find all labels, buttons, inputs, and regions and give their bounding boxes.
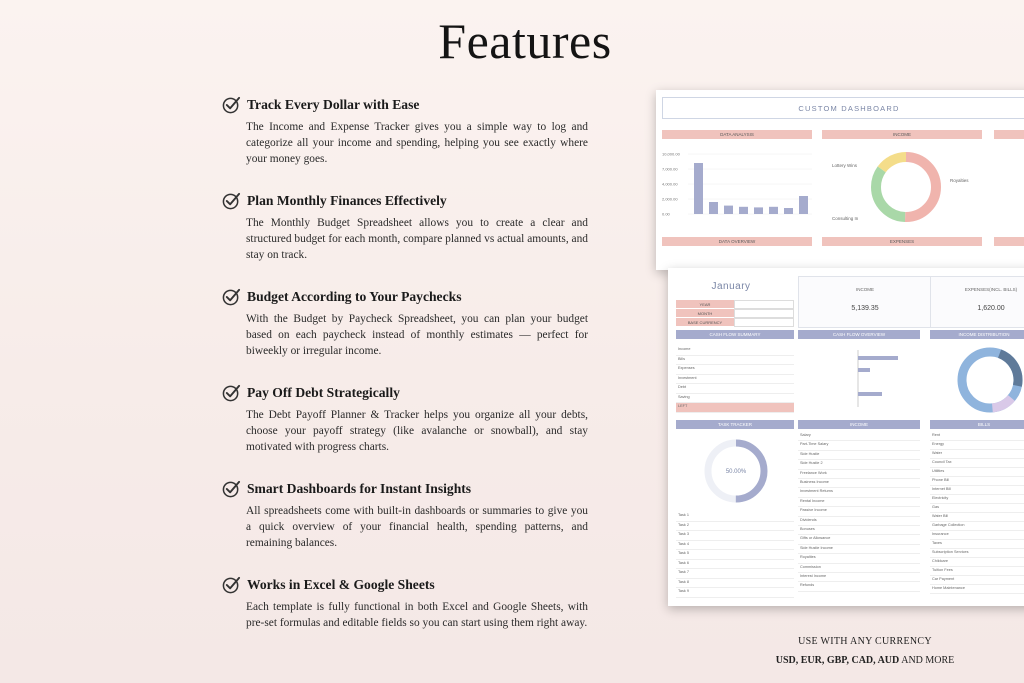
table-cell: Bonuses bbox=[800, 527, 815, 531]
table-row bbox=[798, 564, 920, 573]
check-circle-icon bbox=[222, 287, 241, 306]
table-row bbox=[930, 504, 1024, 513]
table-cell: Task 7 bbox=[678, 570, 689, 574]
task-progress-ring bbox=[696, 434, 776, 508]
check-circle-icon bbox=[222, 479, 241, 498]
feature-description: All spreadsheets come with built-in dashboards or summaries to give you a quick overview of your financial health, spending patterns, and remaining balances. bbox=[246, 505, 588, 550]
y-tick-label: 2,000.00 bbox=[662, 196, 678, 202]
currency-list bbox=[760, 655, 970, 666]
section-income: INCOME bbox=[822, 130, 982, 139]
table-row bbox=[676, 531, 794, 541]
table-cell: Task 1 bbox=[678, 513, 689, 517]
table-cell: Subscription Services bbox=[932, 550, 969, 554]
table-row bbox=[798, 432, 920, 441]
feature-title: Budget According to Your Paychecks bbox=[247, 288, 462, 304]
settings-field[interactable] bbox=[676, 309, 794, 317]
table-row bbox=[930, 540, 1024, 549]
table-row bbox=[798, 554, 920, 563]
feature-title: Track Every Dollar with Ease bbox=[247, 96, 420, 112]
table-row bbox=[676, 541, 794, 551]
donut-label-royalties: Royalties bbox=[950, 178, 969, 183]
table-cell: Council Tax bbox=[932, 460, 952, 464]
table-row bbox=[798, 488, 920, 497]
table-cell: Investment Returns bbox=[800, 489, 833, 494]
table-cell: Dividends bbox=[800, 517, 817, 522]
settings-field-value[interactable] bbox=[734, 309, 794, 318]
table-cell: Electricity bbox=[932, 496, 949, 500]
data-bar bbox=[739, 207, 748, 214]
settings-field[interactable] bbox=[676, 318, 794, 326]
table-row bbox=[798, 479, 920, 488]
data-bar bbox=[754, 207, 763, 214]
feature-item bbox=[222, 383, 588, 456]
table-row bbox=[798, 545, 920, 554]
feature-description: Each template is fully functional in both Excel and Google Sheets, with pre-set formulas and editable fields so you can start using them right away. bbox=[246, 601, 588, 630]
table-cell: Task 9 bbox=[678, 589, 689, 593]
table-row bbox=[930, 459, 1024, 468]
feature-item bbox=[222, 95, 588, 168]
table-row bbox=[798, 441, 920, 450]
table-row bbox=[930, 468, 1024, 477]
feature-title: Smart Dashboards for Instant Insights bbox=[247, 480, 472, 496]
expenses-summary-label: EXPENSES(INCL. BILLS) bbox=[964, 287, 1018, 292]
table-row bbox=[798, 470, 920, 479]
table-cell: Water Bill bbox=[932, 514, 949, 518]
section-cash-flow-overview: CASH FLOW OVERVIEW bbox=[798, 330, 920, 339]
settings-field-value[interactable] bbox=[734, 318, 794, 327]
table-cell: Saving bbox=[678, 394, 690, 399]
section-extra-2 bbox=[994, 237, 1024, 246]
task-progress-value: 50.00% bbox=[725, 469, 747, 475]
table-cell: Income bbox=[678, 347, 691, 351]
check-circle-icon bbox=[222, 383, 241, 402]
section-extra bbox=[994, 130, 1024, 139]
table-cell: Rental Income bbox=[800, 498, 825, 503]
expenses-summary-box bbox=[930, 276, 1024, 328]
income-donut-chart bbox=[826, 142, 986, 232]
currency-caption: USE WITH ANY CURRENCY bbox=[798, 636, 932, 647]
table-cell: Gifts or Allowance bbox=[800, 536, 831, 541]
income-summary-value: 5,139.35 bbox=[851, 305, 879, 312]
table-row bbox=[798, 460, 920, 469]
table-row bbox=[930, 513, 1024, 522]
table-row bbox=[676, 375, 794, 385]
data-analysis-chart bbox=[662, 142, 817, 232]
table-cell: Energy bbox=[932, 442, 945, 446]
table-cell: Refunds bbox=[800, 583, 815, 588]
donut-label-consulting: Consulting In bbox=[832, 216, 859, 221]
table-row bbox=[798, 517, 920, 526]
data-bar bbox=[799, 196, 808, 214]
table-row bbox=[930, 531, 1024, 540]
section-income-distribution: INCOME DISTRIBUTION bbox=[930, 330, 1024, 339]
section-data-analysis: DATA ANALYSIS bbox=[662, 130, 812, 139]
table-cell: Business Income bbox=[800, 480, 829, 484]
table-cell: Rent bbox=[932, 433, 941, 437]
table-cell: Task 6 bbox=[678, 560, 689, 565]
section-data-overview: DATA OVERVIEW bbox=[662, 237, 812, 246]
table-cell: Freelance Work bbox=[800, 470, 827, 475]
table-row bbox=[930, 585, 1024, 594]
income-summary-label: INCOME bbox=[856, 287, 874, 292]
monthly-budget-preview bbox=[668, 268, 1024, 606]
table-cell: Task 8 bbox=[678, 579, 689, 584]
table-cell: Side Hustle 2 bbox=[800, 461, 823, 466]
table-row bbox=[676, 569, 794, 579]
table-cell: Task 4 bbox=[678, 541, 689, 546]
dashboard-title: CUSTOM DASHBOARD bbox=[662, 97, 1024, 119]
settings-field-label: MONTH bbox=[676, 309, 734, 317]
table-row bbox=[798, 582, 920, 591]
currency-suffix: AND MORE bbox=[901, 655, 955, 666]
income-distribution-donut bbox=[940, 342, 1024, 414]
table-cell: Part-Time Salary bbox=[800, 442, 829, 447]
section-cash-flow-summary: CASH FLOW SUMMARY bbox=[676, 330, 794, 339]
check-circle-icon bbox=[222, 191, 241, 210]
donut-label-lottery: Lottery Wins bbox=[832, 163, 858, 168]
table-row bbox=[930, 549, 1024, 558]
settings-field-value[interactable] bbox=[734, 300, 794, 309]
y-tick-label: 4,000.00 bbox=[662, 181, 678, 187]
table-row bbox=[930, 558, 1024, 567]
table-row bbox=[930, 576, 1024, 585]
settings-field[interactable] bbox=[676, 300, 794, 308]
currency-codes: USD, EUR, GBP, CAD, AUD bbox=[775, 655, 900, 666]
table-row bbox=[676, 346, 794, 356]
table-row bbox=[930, 441, 1024, 450]
table-row bbox=[676, 394, 794, 404]
table-row bbox=[676, 522, 794, 532]
y-tick-label: 0.00 bbox=[662, 211, 670, 217]
table-cell: Home Maintenance bbox=[932, 586, 965, 590]
table-cell: Garbage Collection bbox=[932, 523, 965, 527]
table-cell: Investment bbox=[678, 375, 697, 380]
table-cell: Task 3 bbox=[678, 532, 689, 536]
table-row bbox=[676, 365, 794, 375]
data-bar bbox=[709, 202, 718, 214]
table-cell: Royalties bbox=[800, 555, 816, 560]
table-row bbox=[798, 535, 920, 544]
table-cell: Insurance bbox=[932, 532, 949, 536]
table-row bbox=[676, 588, 794, 598]
table-row bbox=[676, 550, 794, 560]
table-cell: Interest Income bbox=[800, 574, 827, 578]
settings-field-label: BASE CURRENCY bbox=[676, 318, 734, 326]
feature-title: Works in Excel & Google Sheets bbox=[247, 576, 435, 592]
table-cell: Salary bbox=[800, 433, 811, 437]
table-cell: Task 5 bbox=[678, 551, 689, 555]
table-cell: Car Payment bbox=[932, 577, 955, 581]
table-cell: Childcare bbox=[932, 559, 949, 563]
section-income-table: INCOME bbox=[798, 420, 920, 429]
feature-item bbox=[222, 287, 588, 360]
feature-item bbox=[222, 575, 588, 631]
table-row bbox=[930, 432, 1024, 441]
table-row bbox=[676, 512, 794, 522]
table-row bbox=[798, 507, 920, 516]
table-row bbox=[930, 567, 1024, 576]
check-circle-icon bbox=[222, 95, 241, 114]
feature-description: The Debt Payoff Planner & Tracker helps you organize all your debts, choose your payoff strategy (like avalanche or snowball), and stay motivated with progress charts. bbox=[246, 409, 588, 454]
dashboard-preview bbox=[656, 90, 1024, 270]
feature-title: Pay Off Debt Strategically bbox=[247, 384, 400, 400]
table-row bbox=[930, 522, 1024, 531]
overview-bar-left bbox=[858, 392, 882, 396]
table-row bbox=[676, 384, 794, 394]
table-cell: Expenses bbox=[678, 366, 695, 370]
page-title: Features bbox=[438, 13, 612, 69]
table-row bbox=[798, 451, 920, 460]
section-bills-table: BILLS bbox=[930, 420, 1024, 429]
table-cell: Debt bbox=[678, 385, 687, 389]
data-bar bbox=[769, 207, 778, 214]
table-cell: Internet Bill bbox=[932, 487, 951, 491]
data-bar bbox=[784, 208, 793, 214]
income-summary-box bbox=[798, 276, 932, 328]
data-bar bbox=[724, 206, 733, 214]
table-row bbox=[798, 526, 920, 535]
feature-item bbox=[222, 479, 588, 552]
section-expenses: EXPENSES bbox=[822, 237, 982, 246]
table-cell: Water bbox=[932, 451, 942, 455]
table-cell: LEFT bbox=[678, 404, 688, 408]
table-row bbox=[676, 579, 794, 589]
table-row bbox=[930, 450, 1024, 459]
table-row bbox=[676, 403, 794, 413]
table-cell: Phone Bill bbox=[932, 478, 950, 482]
y-tick-label: 10,000.00 bbox=[662, 151, 680, 157]
section-task-tracker: TASK TRACKER bbox=[676, 420, 794, 429]
cash-flow-overview-chart bbox=[798, 342, 920, 414]
table-row bbox=[676, 560, 794, 570]
overview-bar-expenses bbox=[858, 368, 870, 372]
table-cell: Task 2 bbox=[678, 522, 689, 527]
table-cell: Bills bbox=[678, 356, 685, 361]
table-row bbox=[930, 477, 1024, 486]
feature-item bbox=[222, 191, 588, 264]
feature-description: The Monthly Budget Spreadsheet allows you to create a clear and structured budget for each month, compare planned vs actual amounts, and stay on track. bbox=[246, 217, 588, 262]
table-row bbox=[930, 486, 1024, 495]
month-title: January bbox=[711, 280, 751, 292]
table-cell: Side Hustle bbox=[800, 451, 820, 456]
overview-bar-income bbox=[858, 356, 898, 360]
table-cell: Side Hustle Income bbox=[800, 545, 833, 550]
table-cell: Gas bbox=[932, 505, 939, 509]
table-row bbox=[930, 495, 1024, 504]
settings-field-label: YEAR bbox=[676, 300, 734, 308]
table-cell: Passive Income bbox=[800, 508, 827, 513]
table-cell: Utilities bbox=[932, 469, 945, 473]
table-row bbox=[798, 573, 920, 582]
feature-description: The Income and Expense Tracker gives you a simple way to log and categorize all your income and spending, helping you see exactly where your money goes. bbox=[246, 121, 588, 166]
table-cell: Taxes bbox=[932, 541, 942, 545]
expenses-summary-value: 1,620.00 bbox=[977, 305, 1005, 312]
data-bar bbox=[694, 163, 703, 214]
feature-description: With the Budget by Paycheck Spreadsheet, you can plan your budget based on each paycheck instead of monthly estimates — perfect for biweekly or irregular income. bbox=[246, 313, 588, 358]
table-row bbox=[676, 356, 794, 366]
check-circle-icon bbox=[222, 575, 241, 594]
table-cell: Commission bbox=[800, 564, 821, 569]
feature-title: Plan Monthly Finances Effectively bbox=[247, 192, 447, 208]
table-row bbox=[798, 498, 920, 507]
table-cell: Tuition Fees bbox=[932, 568, 953, 572]
y-tick-label: 7,000.00 bbox=[662, 166, 678, 172]
